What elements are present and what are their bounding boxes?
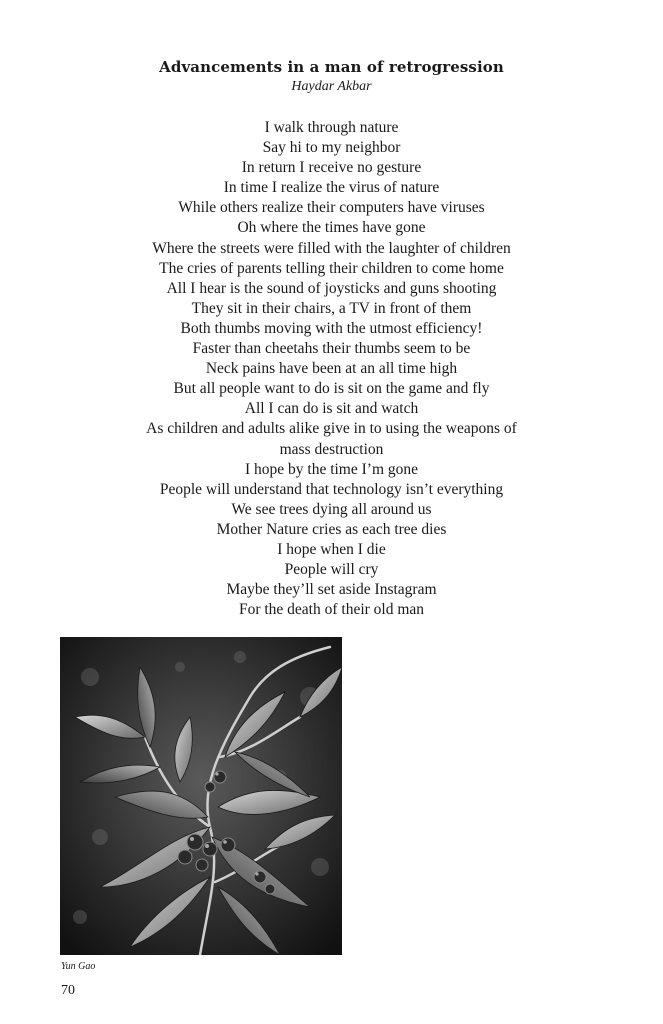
poem-line: Neck pains have been at an all time high xyxy=(205,360,458,378)
poem-line: As children and adults alike give in to using the weapons of xyxy=(146,420,517,438)
poem-author: Haydar Akbar xyxy=(291,79,372,94)
poem-title: Advancements in a man of retrogression xyxy=(159,58,504,76)
poem-body xyxy=(60,118,603,620)
poem-line: All I hear is the sound of joysticks and guns shooting xyxy=(166,279,497,297)
page-number: 70 xyxy=(61,983,75,998)
poem-line: I walk through nature xyxy=(264,119,399,136)
poem-line: All I can do is sit and watch xyxy=(244,400,419,418)
poem-line: Maybe they’ll set aside Instagram xyxy=(226,581,437,599)
poem-line: While others realize their computers have viruses xyxy=(178,199,485,217)
poem-line: But all people want to do is sit on the game and fly xyxy=(173,380,490,398)
poem-line: Both thumbs moving with the utmost efficiency! xyxy=(180,319,483,337)
poem-line: mass destruction xyxy=(279,440,384,458)
poem-line: For the death of their old man xyxy=(238,601,425,619)
poem-line: In time I realize the virus of nature xyxy=(223,179,440,197)
poem-line: Say hi to my neighbor xyxy=(262,139,401,157)
poem-line: People will understand that technology isn’t everything xyxy=(159,480,504,498)
poem-line: The cries of parents telling their children to come home xyxy=(159,259,504,277)
poem-line: We see trees dying all around us xyxy=(231,500,432,518)
poem-line: I hope when I die xyxy=(277,540,386,558)
poem-line: Oh where the times have gone xyxy=(237,219,426,237)
poem-line: Faster than cheetahs their thumbs seem to be xyxy=(192,340,471,358)
artwork-image xyxy=(60,637,342,955)
poem-line: I hope by the time I’m gone xyxy=(244,460,419,478)
leafy-branch-painting xyxy=(60,637,342,955)
poem-line: Mother Nature cries as each tree dies xyxy=(216,520,447,538)
poem-line: They sit in their chairs, a TV in front of them xyxy=(191,299,472,317)
poem-line: Where the streets were filled with the laughter of children xyxy=(152,239,511,257)
poem-line: In return I receive no gesture xyxy=(241,159,422,177)
poem-line: People will cry xyxy=(284,561,379,579)
artwork-artist-credit: Yun Gao xyxy=(61,961,96,972)
